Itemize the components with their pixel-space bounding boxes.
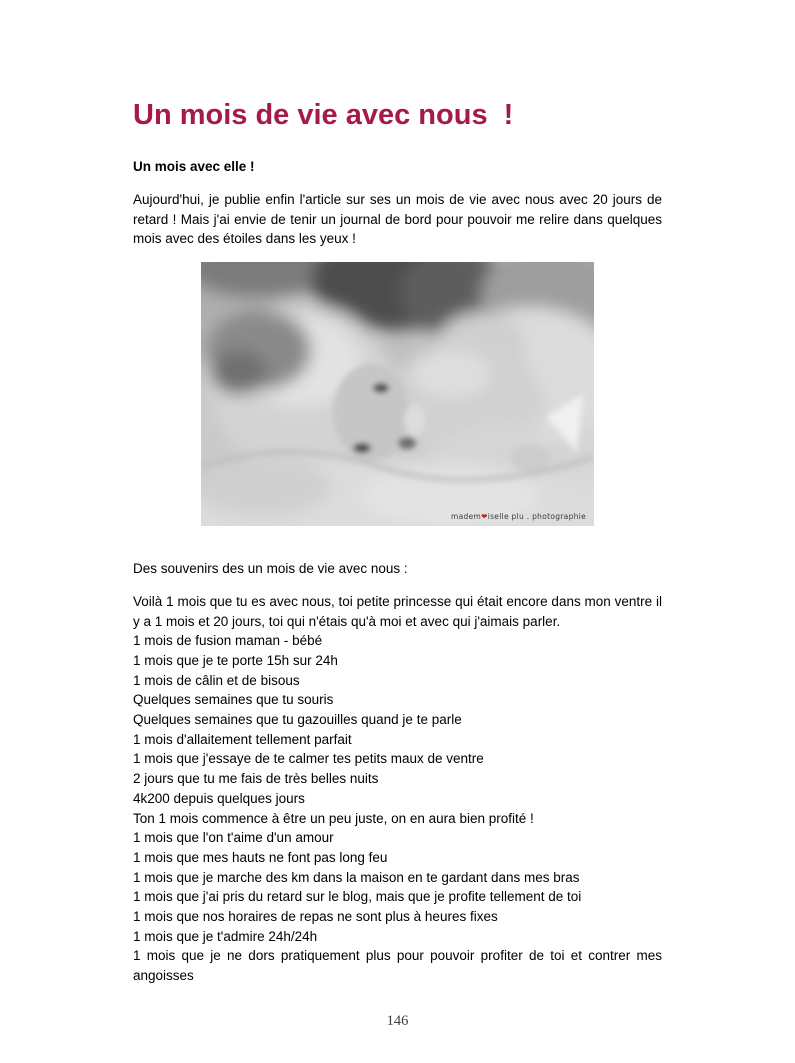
memory-line: 1 mois que je ne dors pratiquement plus pour pouvoir profiter de toi et contrer mes angoisses bbox=[133, 948, 662, 984]
memory-line: Quelques semaines que tu souris bbox=[133, 692, 334, 708]
memories-intro-paragraph: Voilà 1 mois que tu es avec nous, toi petite princesse qui était encore dans mon ventre il y a 1 mois et 20 jours, toi qui n'étais qu'à moi et avec qui j'aimais parler. bbox=[133, 593, 662, 629]
memory-line: 1 mois que j'essaye de te calmer tes petits maux de ventre bbox=[133, 751, 484, 767]
memory-line: 1 mois que mes hauts ne font pas long feu bbox=[133, 849, 388, 865]
article-subtitle: Un mois avec elle ! bbox=[133, 159, 255, 174]
memory-line: 4k200 depuis quelques jours bbox=[133, 790, 305, 806]
memories-list bbox=[133, 631, 662, 986]
heart-icon: ❤ bbox=[481, 512, 488, 522]
page-title: Un mois de vie avec nous ! bbox=[133, 99, 514, 131]
memory-line: 1 mois que je te porte 15h sur 24h bbox=[133, 652, 338, 668]
memory-line: 1 mois que je t'admire 24h/24h bbox=[133, 928, 318, 944]
memory-line: 1 mois que j'ai pris du retard sur le blog, mais que je profite tellement de toi bbox=[133, 889, 582, 905]
article-content bbox=[133, 0, 662, 986]
intro-paragraph: Aujourd'hui, je publie enfin l'article sur ses un mois de vie avec nous avec 20 jours de retard ! Mais j'ai envie de tenir un journal de bord pour pouvoir me relire dans quelques mois avec des étoiles dans les yeux ! bbox=[133, 192, 662, 247]
baby-photo-artwork bbox=[201, 262, 594, 526]
memory-line: 1 mois de câlin et de bisous bbox=[133, 672, 300, 688]
memory-line: 1 mois que nos horaires de repas ne sont plus à heures fixes bbox=[133, 909, 498, 925]
memory-line: 1 mois que l'on t'aime d'un amour bbox=[133, 830, 334, 846]
page-number: 146 bbox=[386, 1013, 409, 1029]
baby-photo bbox=[201, 262, 594, 526]
memory-line: 2 jours que tu me fais de très belles nuits bbox=[133, 771, 379, 787]
memory-line: 1 mois de fusion maman - bébé bbox=[133, 633, 323, 649]
memory-line: Quelques semaines que tu gazouilles quand je te parle bbox=[133, 712, 462, 728]
memory-line: 1 mois d'allaitement tellement parfait bbox=[133, 731, 352, 747]
memory-line: Ton 1 mois commence à être un peu juste, on en aura bien profité ! bbox=[133, 810, 534, 826]
memory-line: 1 mois que je marche des km dans la maison en te gardant dans mes bras bbox=[133, 869, 580, 885]
memories-heading: Des souvenirs des un mois de vie avec nous : bbox=[133, 561, 408, 577]
photo-watermark: madem❤iselle plu . photographie bbox=[451, 512, 586, 522]
